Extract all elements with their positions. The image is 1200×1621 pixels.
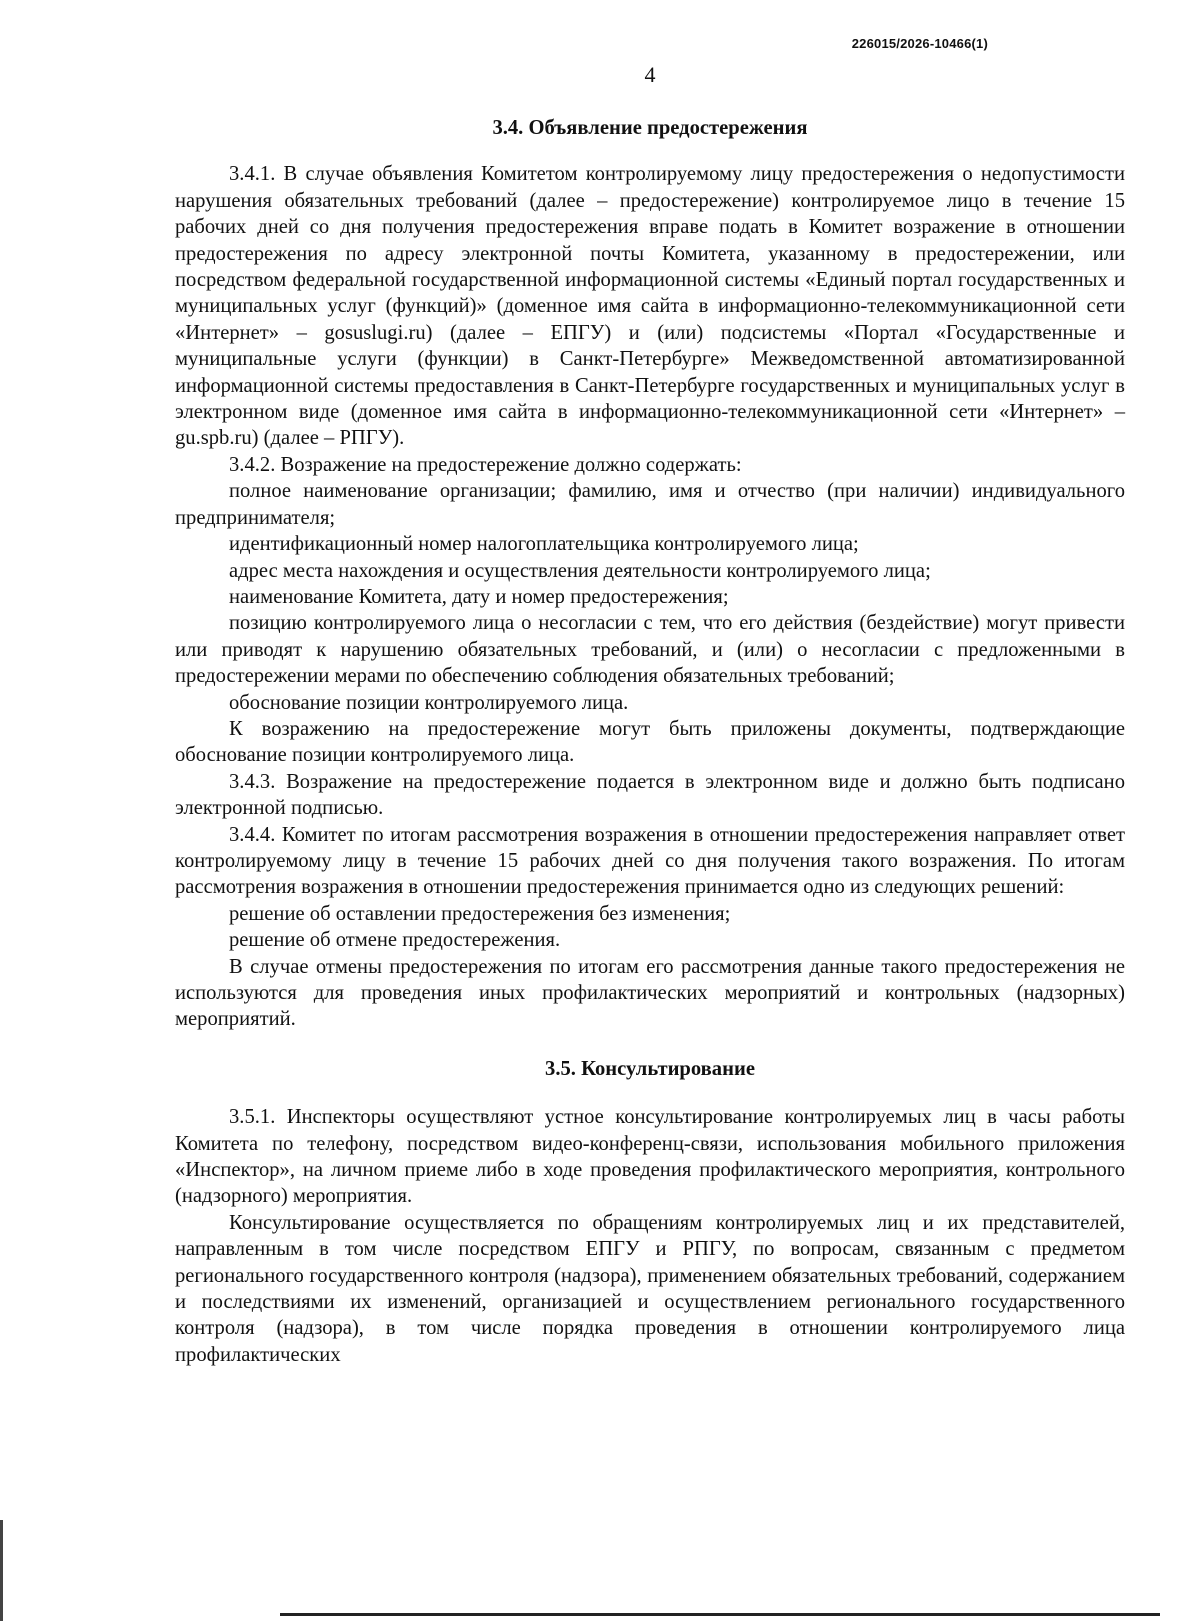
list-item-decision-cancel: решение об отмене предостережения. — [229, 929, 561, 952]
paragraph-attachments: К возражению на предостережение могут быть приложены документы, подтверждающие обоснование позиции контролируемого лица. — [175, 717, 1125, 767]
paragraph-3-4-1: 3.4.1. В случае объявления Комитетом контролируемому лицу предостережения о недопустимости нарушения обязательных требований (далее – предостережение) контролируемое лицо в течение 15 рабочих дней со дня получения предостережения вправе подать в Комитет возражение в отношении предостережения по адресу электронной почты Комитета, указанному в предостережении, или посредством федеральной государственной информационной системы «Единый портал государственных и муниципальных услуг (функций)» (доменное имя сайта в информационно-телекоммуникационной сети «Интернет» – gosuslugi.ru) (далее – ЕПГУ) и (или) подсистемы «Портал «Государственные и муниципальные услуги (функции) в Санкт-Петербурге» Межведомственной автоматизированной информационной системы предоставления в Санкт-Петербурге государственных и муниципальных услуг в электронном виде (доменное имя сайта в информационно-телекоммуникационной сети «Интернет» – gu.spb.ru) (далее – РПГУ). — [175, 163, 1125, 450]
scan-bottom-edge-line — [280, 1613, 1160, 1616]
section-heading-3-5: 3.5. Консультирование — [545, 1057, 755, 1080]
document-body — [175, 115, 1125, 1368]
list-item-decision-keep: решение об оставлении предостережения без изменения; — [229, 902, 731, 925]
paragraph-3-4-3: 3.4.3. Возражение на предостережение подается в электронном виде и должно быть подписано электронной подписью. — [175, 770, 1125, 820]
list-item-position: позицию контролируемого лица о несогласии с тем, что его действия (бездействие) могут привести или приводят к нарушению обязательных требований, и (или) о несогласии с предложенными в предостережении мерами по обеспечению соблюдения обязательных требований; — [175, 612, 1125, 688]
section-heading-3-4: 3.4. Объявление предостережения — [492, 117, 808, 139]
list-item-inn: идентификационный номер налогоплательщика контролируемого лица; — [229, 533, 859, 556]
paragraph-cancellation: В случае отмены предостережения по итогам его рассмотрения данные такого предостережения не используются для проведения иных профилактических мероприятий и контрольных (надзорных) мероприятий. — [175, 955, 1125, 1031]
paragraph-consulting: Консультирование осуществляется по обращениям контролируемых лиц и их представителей, направленным в том числе посредством ЕПГУ и РПГУ, по вопросам, связанным с предметом регионального государственного контроля (надзора), применением обязательных требований, содержанием и последствиями их изменений, организацией и осуществлением регионального государственного контроля (надзора), в том числе порядка проведения в отношении контролируемого лица профилактических — [175, 1211, 1125, 1366]
paragraph-3-4-4: 3.4.4. Комитет по итогам рассмотрения возражения в отношении предостережения направляет ответ контролируемому лицу в течение 15 рабочих дней со дня получения такого возражения. По итогам рассмотрения возражения в отношении предостережения принимается одно из следующих решений: — [175, 823, 1125, 899]
list-item-address: адрес места нахождения и осуществления деятельности контролируемого лица; — [229, 559, 931, 582]
page-number: 4 — [644, 62, 656, 87]
paragraph-3-5-1: 3.5.1. Инспекторы осуществляют устное консультирование контролируемых лиц в часы работы Комитета по телефону, посредством видео-конференц-связи, использования мобильного приложения «Инспектор», на личном приеме либо в ходе проведения профилактического мероприятия, контрольного (надзорного) мероприятия. — [175, 1106, 1125, 1208]
scan-left-edge-line — [0, 1520, 3, 1621]
document-registration-number: 226015/2026-10466(1) — [851, 36, 988, 51]
list-item-org-name: полное наименование организации; фамилию, имя и отчество (при наличии) индивидуального предпринимателя; — [175, 480, 1125, 529]
list-item-committee: наименование Комитета, дату и номер предостережения; — [229, 585, 729, 608]
paragraph-3-4-2: 3.4.2. Возражение на предостережение должно содержать: — [229, 453, 742, 476]
list-item-justification: обоснование позиции контролируемого лица. — [229, 691, 629, 714]
